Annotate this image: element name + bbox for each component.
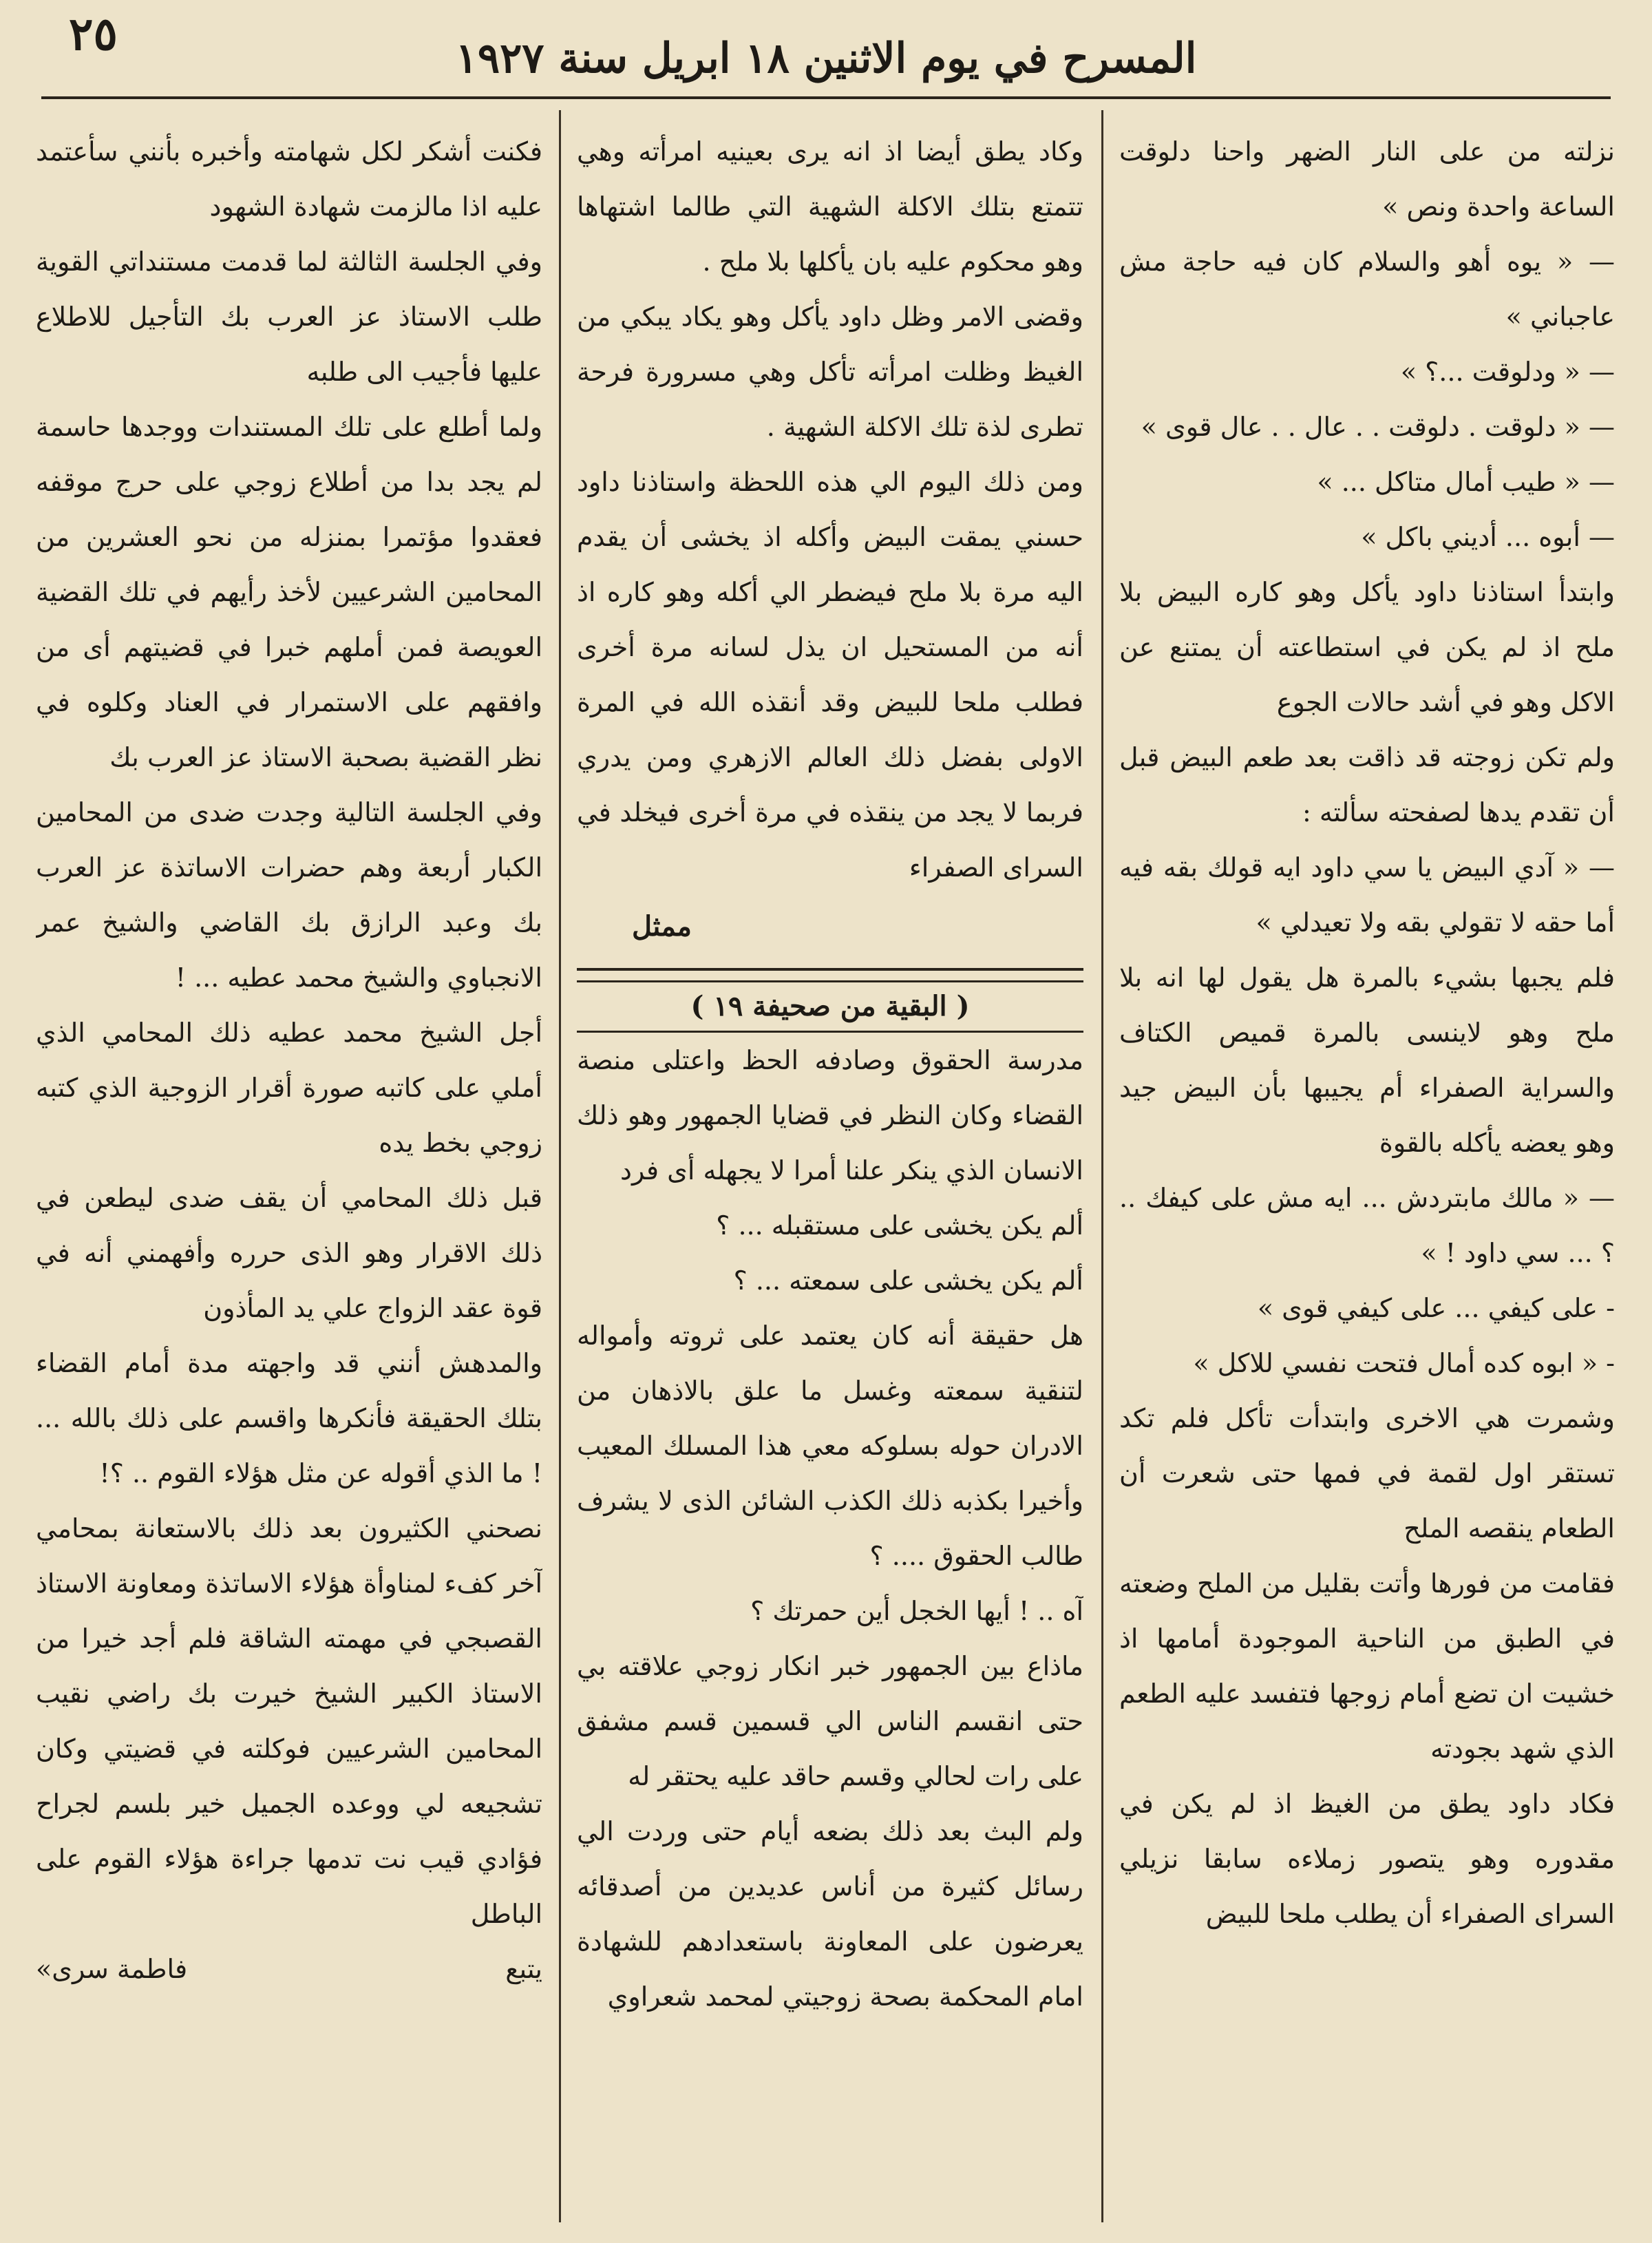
paragraph: فقامت من فورها وأتت بقليل من الملح وضعته في الطبق من الناحية الموجودة أمامها اذ خشيت ان تضع أمام زوجها فتفسد عليه الطعم الذي شهد بجودته [1119, 1568, 1615, 1764]
article-footer [36, 1941, 542, 1997]
paragraph: وفي الجلسة التالية وجدت ضدى من المحامين الكبار أربعة وهم حضرات الاساتذة عز العرب بك وعبد الرازق بك القاضي والشيخ عمر الانجباوي والشيخ محمد عطيه ... ! [36, 797, 542, 993]
to-be-continued: يتبع [505, 1954, 542, 1984]
column-right [1119, 124, 1615, 2202]
paragraph: قبل ذلك المحامي أن يقف ضدى ليطعن في ذلك الاقرار وهو الذى حرره وأفهمني أنه في قوة عقد الزواج علي يد المأذون [36, 1183, 542, 1323]
paragraph: — « طيب أمال متاكل ... » [1317, 467, 1615, 497]
paragraph: وشمرت هي الاخرى وابتدأت تأكل فلم تكد تستقر اول لقمة في فمها حتى شعرت أن الطعام ينقصه الملح [1119, 1403, 1615, 1544]
article-signature: ممثل [632, 910, 692, 943]
column-left [36, 124, 542, 2202]
paragraph: مدرسة الحقوق وصادفه الحظ واعتلى منصة القضاء وكان النظر في قضايا الجمهور وهو ذلك الانسان الذي ينكر علنا أمرا لا يجهله أى فرد [577, 1045, 1083, 1186]
paragraph: أجل الشيخ محمد عطيه ذلك المحامي الذي أملي على كاتبه صورة أقرار الزوجية الذي كتبه زوجي بخط يده [36, 1018, 542, 1158]
paragraph: وكاد يطق أيضا اذ انه يرى بعينيه امرأته وهي تتمتع بتلك الاكلة الشهية التي طالما اشتهاها وهو محكوم عليه بان يأكلها بلا ملح . [577, 136, 1083, 277]
paragraph: وابتدأ استاذنا داود يأكل وهو كاره البيض بلا ملح اذ لم يكن في استطاعته أن يمتنع عن الاكل وهو في أشد حالات الجوع [1119, 577, 1615, 717]
section-divider [577, 968, 1083, 971]
page-number: ٢٥ [69, 7, 118, 61]
paragraph: هل حقيقة أنه كان يعتمد على ثروته وأمواله لتنقية سمعته وغسل ما علق بالاذهان من الادران حوله بسلوكه معي هذا المسلك المعيب وأخيرا بكذبه ذلك الكذب الشائن الذى لا يشرف طالب الحقوق .... ؟ [577, 1320, 1083, 1571]
paragraph: فكنت أشكر لكل شهامته وأخبره بأنني سأعتمد عليه اذا مالزمت شهادة الشهود [36, 136, 542, 222]
paragraph: والمدهش أنني قد واجهته مدة أمام القضاء بتلك الحقيقة فأنكرها واقسم على ذلك بالله ... ! ما الذي أقوله عن مثل هؤلاء القوم .. ؟! [36, 1348, 542, 1488]
paragraph: ألم يكن يخشى على سمعته ... ؟ [733, 1265, 1083, 1296]
paragraph: ولم تكن زوجته قد ذاقت بعد طعم البيض قبل أن تقدم يدها لصفحته سألته : [1119, 742, 1615, 828]
paragraph: فلم يجبها بشيء بالمرة هل يقول لها انه بلا ملح وهو لاينسى بالمرة قميص الكتاف والسراية الصفراء أم يجيبها بأن البيض جيد وهو يعضه يأكله بالقوة [1119, 962, 1615, 1158]
paragraph: — « يوه أهو والسلام كان فيه حاجة مش عاجباني » [1119, 246, 1615, 332]
paragraph: - على كيفي ... على كيفي قوى » [1257, 1293, 1615, 1323]
header-rule [41, 96, 1611, 99]
paragraph: وفي الجلسة الثالثة لما قدمت مستنداتي القوية طلب الاستاذ عز العرب بك التأجيل للاطلاع عليها فأجيب الى طلبه [36, 246, 542, 387]
paragraph: نصحني الكثيرون بعد ذلك بالاستعانة بمحامي آخر كفء لمناوأة هؤلاء الاساتذة ومعاونة الاستاذ القصبجي في مهمته الشاقة فلم أجد خيرا من الاستاذ الكبير الشيخ خيرت بك راضي نقيب المحامين الشرعيين فوكلته في قضيتي وكان تشجيعه لي ووعده الجميل خير بلسم لجراح فؤادي قيب نت تدمها جراءة هؤلاء القوم على الباطل [36, 1513, 542, 1929]
paragraph: نزلته من على النار الضهر واحنا دلوقت الساعة واحدة ونص » [1119, 136, 1615, 222]
paragraph: ولم البث بعد ذلك بضعه أيام حتى وردت الي رسائل كثيرة من أناس عديدين من أصدقائه يعرضون على المعاونة باستعدادهم للشهادة امام المحكمة بصحة زوجيتي لمحمد شعراوي [577, 1816, 1083, 2012]
paragraph: فكاد داود يطق من الغيظ اذ لم يكن في مقدوره وهو يتصور زملاءه سابقا نزيلي السراى الصفراء أن يطلب ملحا للبيض [1119, 1789, 1615, 1929]
paragraph: — « مالك مابتردش ... ايه مش على كيفك .. ؟ ... سي داود ! » [1119, 1183, 1615, 1268]
paragraph: — « ودلوقت ...؟ » [1400, 357, 1615, 387]
paragraph: — « دلوقت . دلوقت . . عال . . عال قوى » [1141, 412, 1615, 442]
paragraph: ولما أطلع على تلك المستندات ووجدها حاسمة لم يجد بدا من أطلاع زوجي على حرج موقفه فعقدوا مؤتمرا بمنزله من نحو العشرين من المحامين الشرعيين لأخذ رأيهم في تلك القضية العويصة فمن أملهم خبرا في قضيتهم أى من وافقهم على الاستمرار في العناد وكلوه في نظر القضية بصحبة الاستاذ عز العرب بك [36, 412, 542, 772]
paragraph: - « ابوه كده أمال فتحت نفسي للاكل » [1193, 1348, 1615, 1378]
paragraph: ألم يكن يخشى على مستقبله ... ؟ [716, 1210, 1083, 1241]
column-divider [559, 110, 561, 2222]
paragraph: — « آدي البيض يا سي داود ايه قولك بقه فيه أما حقه لا تقولي بقه ولا تعيدلي » [1119, 852, 1615, 938]
paragraph: آه .. ! أيها الخجل أين حمرتك ؟ [750, 1596, 1083, 1626]
paragraph: وقضى الامر وظل داود يأكل وهو يكاد يبكي من الغيظ وظلت امرأته تأكل وهي مسرورة فرحة تطرى لذة تلك الاكلة الشهية . [577, 302, 1083, 442]
paragraph: ماذاع بين الجمهور خبر انكار زوجي علاقته بي حتى انقسم الناس الي قسمين قسم مشفق على رات لحالي وقسم حاقد عليه يحتقر له [577, 1651, 1083, 1791]
page-header [41, 21, 1611, 96]
column-divider [1101, 110, 1103, 2222]
header-title: المسرح في يوم الاثنين ١٨ ابريل سنة ١٩٢٧ [455, 34, 1197, 83]
author-signature: فاطمة سرى» [36, 1954, 188, 1984]
continued-label: ( البقية من صحيفة ١٩ ) [577, 980, 1083, 1033]
column-middle [577, 124, 1083, 2202]
paragraph: ومن ذلك اليوم الي هذه اللحظة واستاذنا داود حسني يمقت البيض وأكله اذ يخشى أن يقدم اليه مرة بلا ملح فيضطر الي أكله وهو كاره اذ أنه من المستحيل ان يذل لسانه مرة أخرى فطلب ملحا للبيض وقد أنقذه الله في المرة الاولى بفضل ذلك العالم الازهري ومن يدري فربما لا يجد من ينقذه في مرة أخرى فيخلد في السراى الصفراء [577, 467, 1083, 883]
paragraph: — أبوه ... أديني باكل » [1361, 522, 1615, 552]
